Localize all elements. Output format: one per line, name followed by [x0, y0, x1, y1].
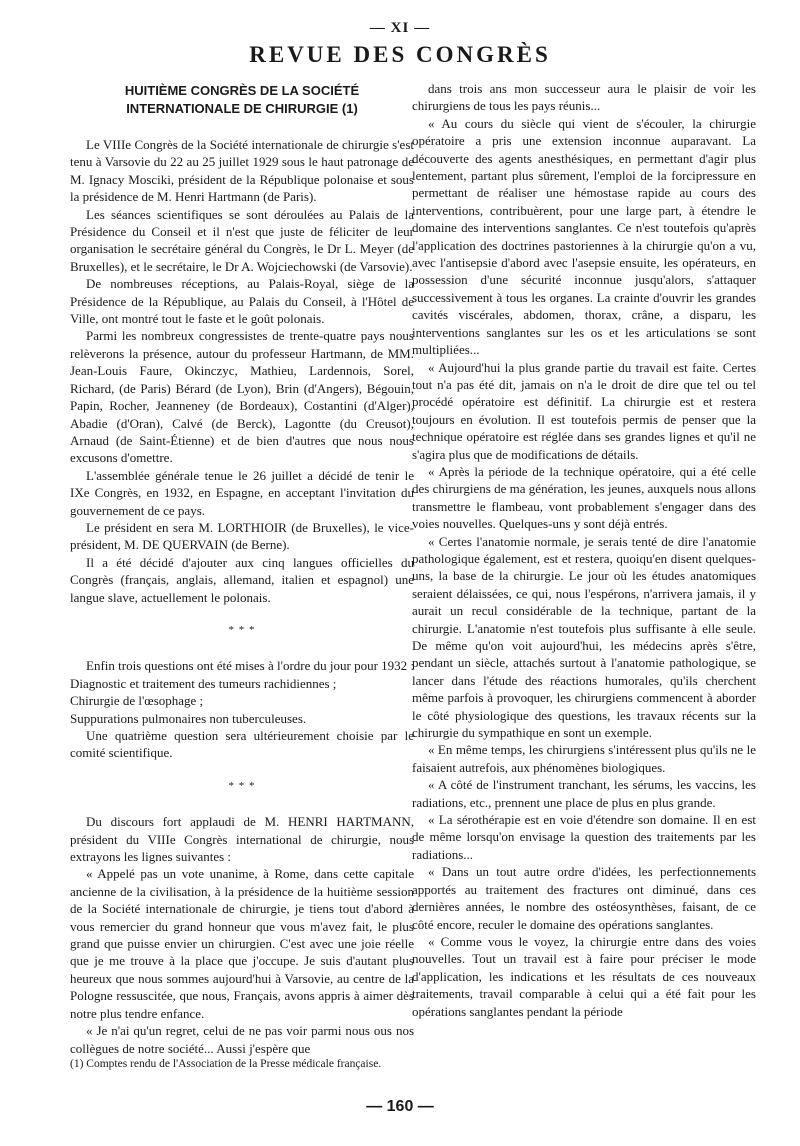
paragraph: « Comme vous le voyez, la chirurgie entre dans des voies nouvelles. Tout un travail est à faire pour préciser le mode d'application, les indications et les résultats de ces nouveaux traitements, travail comparable à celui qui a été fait pour les opérations sanglantes pendant la période: [412, 933, 756, 1019]
paragraph: « Dans un tout autre ordre d'idées, les perfectionnements apportés au traitement des fractures ont diminué, dans ces dernières années, le nombre des ostéosynthèses, faisant, de ce côté encore, reculer le domaine des opérations sanglantes.: [412, 864, 756, 932]
list-item: Suppurations pulmonaires non tuberculeuses.: [70, 710, 307, 726]
section-separator: * * *: [228, 779, 256, 792]
paragraph: De nombreuses réceptions, au Palais-Royal, siège de la Présidence de la République, au Palais du Conseil, à l'Hôtel de Ville, ont montré tout le faste et le goût polonais.: [70, 276, 414, 327]
paragraph: Le président en sera M. LORTHIOIR (de Bruxelles), le vice-président, M. DE QUERVAIN (de Berne).: [70, 519, 414, 553]
paragraph: « A côté de l'instrument tranchant, les sérums, les vaccins, les radiations, etc., prennent une place de plus en plus grande.: [412, 777, 756, 810]
agenda-list: [70, 675, 414, 727]
paragraph: « Certes l'anatomie normale, je serais tenté de dire l'anatomie pathologique également, est et restera, quoiqu'en disent quelques-uns, la base de la chirurgie. Le jour où les études anatomiques seraient délaissées, ce qui, nous l'espérons, n'arrivera jamais, il y aurait un recul considérable de la technique, partant de la chirurgie. L'anatomie n'est toutefois plus suffisante à elle seule. De même qu'on voit aujourd'hui, les médecins après s'être, pendant un siècle, attachés surtout à l'anatomie pathologique, se lancer dans l'étude des réactions humorales, qu'ils cherchent même parfois à provoquer, les chirurgiens commencent à aborder le côté physiologique des questions, les travaux récents sur la chirurgie du sympathique en sont un exemple.: [412, 533, 756, 741]
footnote: (1) Comptes rendu de l'Association de la Presse médicale française.: [70, 1057, 382, 1070]
paragraph: Parmi les nombreux congressistes de trente-quatre pays nous relèverons la présence, autour du professeur Hartmann, de MM. Jean-Louis Faure, Okinczyc, Mathieu, Lardennois, Sorel, Richard, (de Paris) Bérard (de Lyon), Brin (d'Angers), Bégouin, Papin, Rocher, Jeanneney (de Bordeaux), Costantini (d'Alger), Abadie (d'Oran), Calvé (de Berck), Lagontte (du Creusot), Arnaud (de Saint-Étienne) et de bien d'autres que nous nous excusons d'omettre.: [70, 328, 414, 466]
paragraph: « Après la période de la technique opératoire, qui a été celle des chirurgiens de ma génération, les jeunes, auxquels nous allons transmettre le flambeau, vont probablement s'engager dans des voies nouvelles. Quelques-uns y sont déjà entrés.: [412, 463, 756, 532]
right-column: [412, 80, 756, 1020]
paragraph: « Je n'ai qu'un regret, celui de ne pas voir parmi nous ous nos collègues de notre société... Aussi j'espère que: [70, 1023, 414, 1056]
paragraph: « Aujourd'hui la plus grande partie du travail est faite. Certes tout n'a pas été dit, jamais on n'a le droit de dire que tel ou tel procédé opératoire est définitif. La chirurgie est et restera toujours en évolution. Il est toutefois permis de penser que la technique opératoire est réglée dans ses grandes lignes et qu'il ne s'agira plus que de modifications de détails.: [412, 359, 756, 462]
article-subtitle-line2: INTERNATIONALE DE CHIRURGIE (1): [126, 101, 358, 116]
section-title: REVUE DES CONGRÈS: [249, 42, 551, 67]
list-item: Chirurgie de l'œsophage ;: [70, 693, 204, 709]
paragraph: « Appelé pas un vote unanime, à Rome, dans cette capitale ancienne de la civilisation, à la présidence de la huitième session de la Société internationale de chirurgie, je tiens tout d'abord à vous remercier du grand honneur que vous m'avez fait, le plus grand que puisse envier un chirurgien. C'est avec une joie réelle que je me trouve à la place que j'occupe. Je suis d'autant plus heureux que nous sommes aujourd'hui à Varsovie, au centre de la Pologne ressuscitée, que nous, Français, avons appris à aimer dès notre plus tendre enfance.: [70, 866, 414, 1021]
paragraph: dans trois ans mon successeur aura le plaisir de voir les chirurgiens de tous les pays réunis...: [412, 81, 756, 114]
paragraph: « La sérothérapie est en voie d'étendre son domaine. Il en est de même lorsqu'on envisage la question des traitements par les radiations...: [412, 812, 756, 862]
list-item: Diagnostic et traitement des tumeurs rachidiennes ;: [70, 675, 337, 691]
paragraph: « En même temps, les chirurgiens s'intéressent plus qu'ils ne le faisaient autrefois, aux phénomènes biologiques.: [412, 742, 756, 775]
paragraph: Il a été décidé d'ajouter aux cinq langues officielles du Congrès (français, anglais, allemand, italien et espagnol) une langue slave, actuellement le polonais.: [70, 554, 414, 605]
roman-page-number: — XI —: [369, 20, 431, 36]
article-subtitle-line1: HUITIÈME CONGRÈS DE LA SOCIÉTÉ: [124, 83, 360, 98]
paragraph: « Au cours du siècle qui vient de s'écouler, la chirurgie opératoire a pris une extension inconnue auparavant. La découverte des agents anesthésiques, en permettant d'agir plus lentement, partant plus sûrement, l'emploi de la forcipressure en permettant de réaliser une hémostase rapide au cours des interventions, contribuèrent, pour une large part, à étendre le domaine des interventions sanglantes. Ce n'est toutefois qu'après l'application des doctrines pastoriennes à la chirurgie qu'on a vu, avec l'antisepsie d'abord avec l'asepsie ensuite, les opérateurs, en possession d'une sécurité inconnue jusqu'alors, s'attaquer successivement à tous les organes. La crainte d'ouvrir les grandes cavités viscérales, abdomen, thorax, crâne, a disparu, les interventions sanglantes sur les os et les articulations se sont multipliées...: [412, 115, 756, 358]
left-column: [70, 80, 414, 1072]
paragraph: L'assemblée générale tenue le 26 juillet a décidé de tenir le IXe Congrès, en 1932, en Espagne, en acceptant l'invitation du gouvernement de ce pays.: [70, 467, 414, 518]
section-separator: * * *: [228, 623, 256, 636]
paragraph: Enfin trois questions ont été mises à l'ordre du jour pour 1932 :: [86, 658, 415, 674]
page-number: — 160 —: [366, 1098, 434, 1115]
article-subtitle: [70, 82, 414, 118]
paragraph: Les séances scientifiques se sont déroulées au Palais de la Présidence du Conseil et il n'est que juste de féliciter de leur organisation le secrétaire général du Congrès, le Dr L. Meyer (de Bruxelles), et le secrétaire, le Dr A. Wojciechowski (de Varsovie).: [70, 206, 414, 274]
paragraph: Une quatrième question sera ultérieurement choisie par le comité scientifique.: [70, 728, 414, 761]
paragraph: Le VIIIe Congrès de la Société internationale de chirurgie s'est tenu à Varsovie du 22 au 25 juillet 1929 sous le haut patronage de M. Ignacy Mosciki, président de la République polonaise et sous la présidence de M. Henri Hartmann (de Paris).: [70, 137, 414, 205]
paragraph: Du discours fort applaudi de M. HENRI HARTMANN, président du VIIIe Congrès international de chirurgie, nous extrayons les lignes suivantes :: [70, 814, 414, 865]
